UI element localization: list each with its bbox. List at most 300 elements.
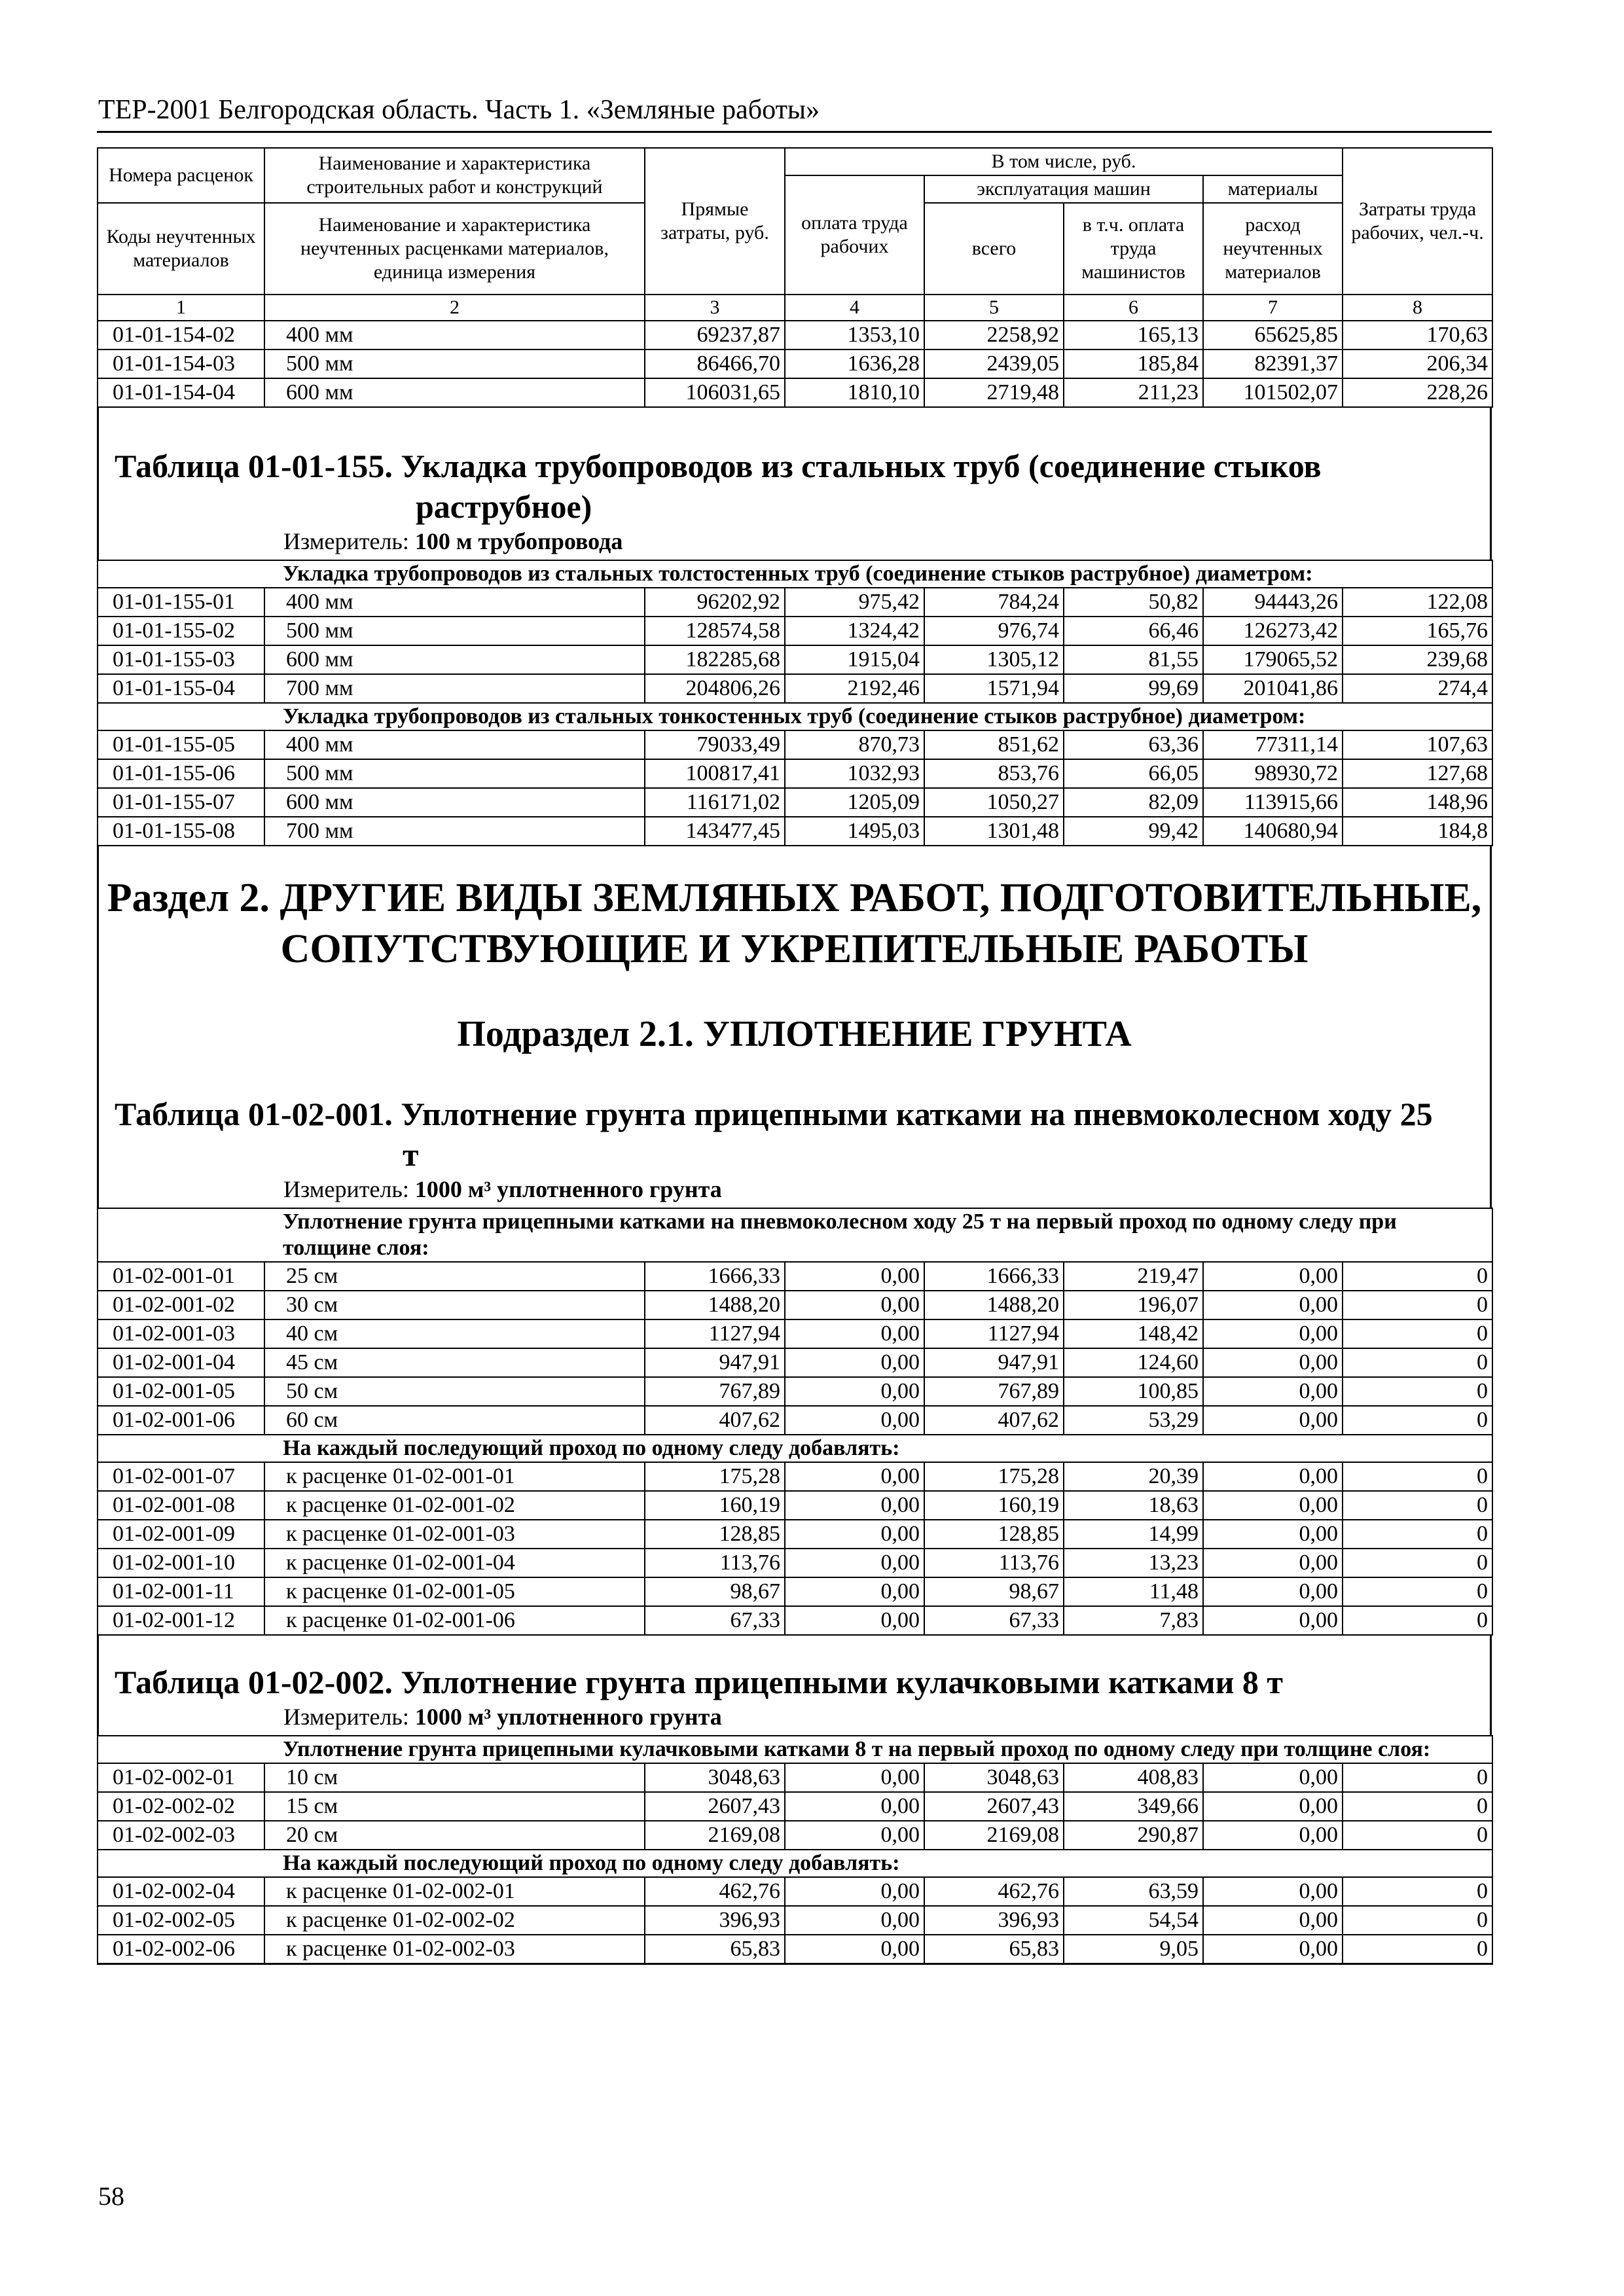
table-202-title: Таблица 01-02-002. Уплотнение грунта прицепными кулачковыми катками 8 т	[115, 1664, 1283, 1700]
header-material-codes: Коды неучтенных материалов	[98, 203, 264, 295]
cell-work-name: к расценке 01-02-002-02	[264, 1906, 645, 1935]
cell-worker-wages: 0,00	[785, 1319, 924, 1348]
cell-worker-wages: 0,00	[785, 1821, 924, 1850]
cell-rate-code: 01-01-155-04	[98, 674, 264, 703]
cell-direct-costs: 100817,41	[645, 759, 785, 788]
table-row	[98, 1606, 1492, 1635]
cell-worker-wages: 1915,04	[785, 645, 924, 674]
cell-operator-wages: 13,23	[1064, 1549, 1203, 1577]
cell-operator-wages: 290,87	[1064, 1821, 1203, 1850]
cell-operator-wages: 99,69	[1064, 674, 1203, 703]
cell-labor-costs: 0	[1343, 1935, 1492, 1964]
table-202-subheading-1: Уплотнение грунта прицепными кулачковыми катками 8 т на первый проход по одному следу при толщине слоя:	[98, 1736, 1492, 1763]
cell-work-name: 600 мм	[264, 645, 645, 674]
table-row	[98, 350, 1492, 378]
cell-work-name: 400 мм	[264, 588, 645, 617]
cell-rate-code: 01-02-001-11	[98, 1577, 264, 1606]
cell-worker-wages: 0,00	[785, 1406, 924, 1435]
cell-machine-total: 2169,08	[924, 1821, 1064, 1850]
column-index-4: 4	[785, 295, 924, 321]
cell-materials: 0,00	[1203, 1291, 1343, 1319]
cell-operator-wages: 408,83	[1064, 1763, 1203, 1792]
table-154-rows	[98, 321, 1492, 407]
cell-work-name: 400 мм	[264, 730, 645, 759]
cell-work-name: к расценке 01-02-001-04	[264, 1549, 645, 1577]
table-row	[98, 1462, 1492, 1491]
cell-work-name: 25 см	[264, 1262, 645, 1291]
cell-rate-code: 01-02-001-02	[98, 1291, 264, 1319]
cell-work-name: 700 мм	[264, 674, 645, 703]
cell-worker-wages: 1324,42	[785, 617, 924, 645]
cell-operator-wages: 219,47	[1064, 1262, 1203, 1291]
cell-direct-costs: 160,19	[645, 1491, 785, 1520]
cell-labor-costs: 0	[1343, 1348, 1492, 1377]
header-machine-operation: эксплуатация машин	[924, 175, 1203, 203]
cell-labor-costs: 0	[1343, 1291, 1492, 1319]
cell-materials: 0,00	[1203, 1377, 1343, 1406]
cell-labor-costs: 0	[1343, 1792, 1492, 1821]
cell-operator-wages: 54,54	[1064, 1906, 1203, 1935]
cell-machine-total: 1488,20	[924, 1291, 1064, 1319]
cell-direct-costs: 2169,08	[645, 1821, 785, 1850]
cell-operator-wages: 50,82	[1064, 588, 1203, 617]
cell-operator-wages: 11,48	[1064, 1577, 1203, 1606]
cell-materials: 0,00	[1203, 1763, 1343, 1792]
table-row	[98, 645, 1492, 674]
cell-materials: 94443,26	[1203, 588, 1343, 617]
cell-labor-costs: 0	[1343, 1906, 1492, 1935]
cell-machine-total: 2258,92	[924, 321, 1064, 350]
cell-machine-total: 1127,94	[924, 1319, 1064, 1348]
cell-work-name: 45 см	[264, 1348, 645, 1377]
cell-worker-wages: 0,00	[785, 1462, 924, 1491]
cell-materials: 0,00	[1203, 1906, 1343, 1935]
cell-work-name: к расценке 01-02-001-05	[264, 1577, 645, 1606]
cell-labor-costs: 0	[1343, 1262, 1492, 1291]
cell-direct-costs: 86466,70	[645, 350, 785, 378]
table-row	[98, 321, 1492, 350]
cell-worker-wages: 1810,10	[785, 378, 924, 407]
cell-labor-costs: 184,8	[1343, 817, 1492, 846]
cell-worker-wages: 1032,93	[785, 759, 924, 788]
cell-rate-code: 01-01-154-03	[98, 350, 264, 378]
cell-labor-costs: 0	[1343, 1377, 1492, 1406]
table-row	[98, 378, 1492, 407]
table-row	[98, 1377, 1492, 1406]
table-row	[98, 1348, 1492, 1377]
cell-machine-total: 853,76	[924, 759, 1064, 788]
cell-worker-wages: 0,00	[785, 1491, 924, 1520]
cell-machine-total: 98,67	[924, 1577, 1064, 1606]
cell-operator-wages: 63,59	[1064, 1877, 1203, 1906]
page-number: 58	[98, 2181, 124, 2211]
cell-operator-wages: 82,09	[1064, 788, 1203, 817]
table-row	[98, 1319, 1492, 1348]
cell-direct-costs: 204806,26	[645, 674, 785, 703]
cell-rate-code: 01-02-002-02	[98, 1792, 264, 1821]
table-202-meter: Измеритель: 1000 м³ уплотненного грунта	[283, 1704, 722, 1730]
cell-direct-costs: 113,76	[645, 1549, 785, 1577]
cell-rate-code: 01-02-001-05	[98, 1377, 264, 1406]
cell-materials: 140680,94	[1203, 817, 1343, 846]
cell-materials: 0,00	[1203, 1520, 1343, 1549]
cell-operator-wages: 66,46	[1064, 617, 1203, 645]
section-frame	[97, 846, 1492, 1208]
table-201-meter: Измеритель: 1000 м³ уплотненного грунта	[283, 1176, 722, 1202]
cell-operator-wages: 7,83	[1064, 1606, 1203, 1635]
cell-rate-code: 01-01-155-08	[98, 817, 264, 846]
cell-rate-code: 01-02-001-09	[98, 1520, 264, 1549]
cell-direct-costs: 947,91	[645, 1348, 785, 1377]
cell-materials: 0,00	[1203, 1348, 1343, 1377]
cell-labor-costs: 0	[1343, 1520, 1492, 1549]
cell-work-name: к расценке 01-02-002-01	[264, 1877, 645, 1906]
cell-materials: 0,00	[1203, 1792, 1343, 1821]
cell-operator-wages: 100,85	[1064, 1377, 1203, 1406]
cell-work-name: к расценке 01-02-001-01	[264, 1462, 645, 1491]
cell-labor-costs: 274,4	[1343, 674, 1492, 703]
cell-work-name: к расценке 01-02-001-03	[264, 1520, 645, 1549]
table-202-subheading-2: На каждый последующий проход по одному следу добавлять:	[98, 1850, 1492, 1877]
cell-materials: 82391,37	[1203, 350, 1343, 378]
cell-worker-wages: 1205,09	[785, 788, 924, 817]
cell-rate-code: 01-01-154-02	[98, 321, 264, 350]
cell-direct-costs: 182285,68	[645, 645, 785, 674]
cell-operator-wages: 349,66	[1064, 1792, 1203, 1821]
column-index-2: 2	[264, 295, 645, 321]
cell-machine-total: 462,76	[924, 1877, 1064, 1906]
column-index-8: 8	[1343, 295, 1492, 321]
table-row	[98, 617, 1492, 645]
cell-labor-costs: 228,26	[1343, 378, 1492, 407]
subsection-title: Подраздел 2.1. УПЛОТНЕНИЕ ГРУНТА	[457, 1014, 1132, 1054]
table-row	[98, 1291, 1492, 1319]
cell-work-name: 700 мм	[264, 817, 645, 846]
table-row	[98, 1906, 1492, 1935]
cell-machine-total: 160,19	[924, 1491, 1064, 1520]
cell-rate-code: 01-02-002-03	[98, 1821, 264, 1850]
cell-labor-costs: 239,68	[1343, 645, 1492, 674]
cell-labor-costs: 127,68	[1343, 759, 1492, 788]
cell-machine-total: 1571,94	[924, 674, 1064, 703]
cell-labor-costs: 0	[1343, 1606, 1492, 1635]
cell-materials: 0,00	[1203, 1577, 1343, 1606]
cell-work-name: 600 мм	[264, 378, 645, 407]
header-material-names: Наименование и характеристика неучтенных расценками материалов, единица измерения	[264, 203, 645, 295]
cell-operator-wages: 53,29	[1064, 1406, 1203, 1435]
cell-rate-code: 01-02-001-10	[98, 1549, 264, 1577]
table-row	[98, 1577, 1492, 1606]
cell-direct-costs: 67,33	[645, 1606, 785, 1635]
column-index-6: 6	[1064, 295, 1203, 321]
cell-rate-code: 01-01-155-06	[98, 759, 264, 788]
cell-work-name: 500 мм	[264, 350, 645, 378]
cell-direct-costs: 407,62	[645, 1406, 785, 1435]
cell-rate-code: 01-02-002-01	[98, 1763, 264, 1792]
column-header-table	[97, 147, 1493, 408]
cell-work-name: к расценке 01-02-002-03	[264, 1935, 645, 1964]
table-row	[98, 1406, 1492, 1435]
table-201	[97, 1208, 1493, 1636]
cell-labor-costs: 165,76	[1343, 617, 1492, 645]
cell-machine-total: 947,91	[924, 1348, 1064, 1377]
cell-worker-wages: 1353,10	[785, 321, 924, 350]
cell-worker-wages: 0,00	[785, 1520, 924, 1549]
header-machine-total: всего	[924, 203, 1064, 295]
table-201-subheading-1: Уплотнение грунта прицепными катками на пневмоколесном ходу 25 т на первый проход по одному следу при толщине слоя:	[98, 1208, 1492, 1262]
table-row	[98, 1935, 1492, 1964]
cell-operator-wages: 14,99	[1064, 1520, 1203, 1549]
cell-rate-code: 01-02-002-04	[98, 1877, 264, 1906]
cell-rate-code: 01-01-155-07	[98, 788, 264, 817]
cell-machine-total: 1666,33	[924, 1262, 1064, 1291]
cell-worker-wages: 0,00	[785, 1763, 924, 1792]
table-row	[98, 1520, 1492, 1549]
header-operator-wages: в т.ч. оплата труда машинистов	[1064, 203, 1203, 295]
cell-worker-wages: 0,00	[785, 1906, 924, 1935]
cell-labor-costs: 0	[1343, 1491, 1492, 1520]
column-index-5: 5	[924, 295, 1064, 321]
cell-direct-costs: 143477,45	[645, 817, 785, 846]
cell-materials: 126273,42	[1203, 617, 1343, 645]
cell-direct-costs: 69237,87	[645, 321, 785, 350]
table-155-title: Таблица 01-01-155. Укладка трубопроводов из стальных труб (соединение стыков раструбное)	[115, 448, 1322, 525]
header-including: В том числе, руб.	[785, 148, 1343, 175]
cell-materials: 201041,86	[1203, 674, 1343, 703]
cell-machine-total: 976,74	[924, 617, 1064, 645]
header-worker-wages: оплата труда рабочих	[785, 175, 924, 295]
cell-machine-total: 1050,27	[924, 788, 1064, 817]
cell-direct-costs: 79033,49	[645, 730, 785, 759]
cell-labor-costs: 148,96	[1343, 788, 1492, 817]
cell-work-name: 500 мм	[264, 617, 645, 645]
cell-labor-costs: 0	[1343, 1462, 1492, 1491]
table-row	[98, 759, 1492, 788]
cell-direct-costs: 65,83	[645, 1935, 785, 1964]
cell-worker-wages: 1636,28	[785, 350, 924, 378]
cell-machine-total: 113,76	[924, 1549, 1064, 1577]
cell-materials: 65625,85	[1203, 321, 1343, 350]
cell-machine-total: 3048,63	[924, 1763, 1064, 1792]
cell-worker-wages: 0,00	[785, 1377, 924, 1406]
table-row	[98, 588, 1492, 617]
cell-rate-code: 01-01-155-01	[98, 588, 264, 617]
cell-direct-costs: 128,85	[645, 1520, 785, 1549]
cell-work-name: 50 см	[264, 1377, 645, 1406]
cell-direct-costs: 116171,02	[645, 788, 785, 817]
cell-rate-code: 01-02-001-07	[98, 1462, 264, 1491]
cell-worker-wages: 1495,03	[785, 817, 924, 846]
cell-rate-code: 01-02-001-01	[98, 1262, 264, 1291]
cell-work-name: 600 мм	[264, 788, 645, 817]
table-row	[98, 1877, 1492, 1906]
cell-machine-total: 1305,12	[924, 645, 1064, 674]
cell-direct-costs: 767,89	[645, 1377, 785, 1406]
cell-worker-wages: 870,73	[785, 730, 924, 759]
document-page	[97, 92, 1492, 1965]
cell-operator-wages: 18,63	[1064, 1491, 1203, 1520]
cell-work-name: 10 см	[264, 1763, 645, 1792]
cell-worker-wages: 0,00	[785, 1291, 924, 1319]
cell-materials: 0,00	[1203, 1821, 1343, 1850]
cell-rate-code: 01-01-155-02	[98, 617, 264, 645]
cell-worker-wages: 975,42	[785, 588, 924, 617]
cell-rate-code: 01-02-002-06	[98, 1935, 264, 1964]
cell-operator-wages: 20,39	[1064, 1462, 1203, 1491]
table-row	[98, 1792, 1492, 1821]
cell-direct-costs: 96202,92	[645, 588, 785, 617]
cell-operator-wages: 148,42	[1064, 1319, 1203, 1348]
cell-machine-total: 407,62	[924, 1406, 1064, 1435]
cell-materials: 113915,66	[1203, 788, 1343, 817]
header-materials: материалы	[1203, 175, 1343, 203]
cell-materials: 0,00	[1203, 1877, 1343, 1906]
table-155-subheading-2: Укладка трубопроводов из стальных тонкостенных труб (соединение стыков раструбное) диаметром:	[98, 703, 1492, 730]
column-index-1: 1	[98, 295, 264, 321]
cell-materials: 0,00	[1203, 1319, 1343, 1348]
running-head: ТЕР-2001 Белгородская область. Часть 1. «Земляные работы»	[97, 92, 1492, 133]
cell-machine-total: 2439,05	[924, 350, 1064, 378]
column-index-3: 3	[645, 295, 785, 321]
cell-materials: 101502,07	[1203, 378, 1343, 407]
cell-worker-wages: 0,00	[785, 1606, 924, 1635]
cell-rate-code: 01-02-001-06	[98, 1406, 264, 1435]
cell-labor-costs: 0	[1343, 1577, 1492, 1606]
table-row	[98, 674, 1492, 703]
table-row	[98, 788, 1492, 817]
cell-work-name: к расценке 01-02-001-02	[264, 1491, 645, 1520]
content-frame	[97, 408, 1492, 560]
cell-operator-wages: 9,05	[1064, 1935, 1203, 1964]
cell-labor-costs: 107,63	[1343, 730, 1492, 759]
cell-work-name: 40 см	[264, 1319, 645, 1348]
cell-operator-wages: 66,05	[1064, 759, 1203, 788]
cell-machine-total: 2607,43	[924, 1792, 1064, 1821]
cell-materials: 0,00	[1203, 1406, 1343, 1435]
header-work-name: Наименование и характеристика строительных работ и конструкций	[264, 148, 645, 203]
cell-materials: 0,00	[1203, 1935, 1343, 1964]
table-row	[98, 1821, 1492, 1850]
cell-operator-wages: 211,23	[1064, 378, 1203, 407]
cell-machine-total: 2719,48	[924, 378, 1064, 407]
table-202-frame	[97, 1636, 1492, 1735]
cell-rate-code: 01-01-155-05	[98, 730, 264, 759]
column-index-row	[98, 295, 1492, 321]
cell-direct-costs: 175,28	[645, 1462, 785, 1491]
cell-materials: 0,00	[1203, 1462, 1343, 1491]
header-direct-costs: Прямые затраты, руб.	[645, 148, 785, 295]
cell-operator-wages: 99,42	[1064, 817, 1203, 846]
cell-worker-wages: 2192,46	[785, 674, 924, 703]
cell-direct-costs: 1127,94	[645, 1319, 785, 1348]
table-202	[97, 1735, 1493, 1965]
cell-rate-code: 01-02-001-04	[98, 1348, 264, 1377]
cell-worker-wages: 0,00	[785, 1262, 924, 1291]
cell-labor-costs: 206,34	[1343, 350, 1492, 378]
cell-machine-total: 67,33	[924, 1606, 1064, 1635]
cell-direct-costs: 1488,20	[645, 1291, 785, 1319]
cell-operator-wages: 165,13	[1064, 321, 1203, 350]
cell-direct-costs: 98,67	[645, 1577, 785, 1606]
cell-work-name: 500 мм	[264, 759, 645, 788]
cell-rate-code: 01-02-002-05	[98, 1906, 264, 1935]
cell-labor-costs: 0	[1343, 1319, 1492, 1348]
cell-rate-code: 01-02-001-03	[98, 1319, 264, 1348]
cell-operator-wages: 81,55	[1064, 645, 1203, 674]
table-201-subheading-2: На каждый последующий проход по одному следу добавлять:	[98, 1435, 1492, 1462]
header-material-consumption: расход неучтенных материалов	[1203, 203, 1343, 295]
table-155-meter: Измеритель: 100 м трубопровода	[283, 528, 623, 554]
cell-labor-costs: 0	[1343, 1549, 1492, 1577]
cell-operator-wages: 124,60	[1064, 1348, 1203, 1377]
cell-work-name: 20 см	[264, 1821, 645, 1850]
cell-direct-costs: 462,76	[645, 1877, 785, 1906]
cell-labor-costs: 0	[1343, 1406, 1492, 1435]
cell-rate-code: 01-01-154-04	[98, 378, 264, 407]
table-row	[98, 1262, 1492, 1291]
cell-labor-costs: 0	[1343, 1821, 1492, 1850]
table-row	[98, 1763, 1492, 1792]
table-row	[98, 1549, 1492, 1577]
cell-labor-costs: 0	[1343, 1877, 1492, 1906]
cell-rate-code: 01-01-155-03	[98, 645, 264, 674]
cell-worker-wages: 0,00	[785, 1792, 924, 1821]
cell-direct-costs: 128574,58	[645, 617, 785, 645]
cell-direct-costs: 396,93	[645, 1906, 785, 1935]
cell-materials: 0,00	[1203, 1262, 1343, 1291]
cell-worker-wages: 0,00	[785, 1877, 924, 1906]
cell-labor-costs: 122,08	[1343, 588, 1492, 617]
cell-materials: 77311,14	[1203, 730, 1343, 759]
cell-operator-wages: 185,84	[1064, 350, 1203, 378]
table-155	[97, 560, 1493, 846]
cell-rate-code: 01-02-001-08	[98, 1491, 264, 1520]
cell-operator-wages: 196,07	[1064, 1291, 1203, 1319]
cell-materials: 0,00	[1203, 1549, 1343, 1577]
cell-direct-costs: 1666,33	[645, 1262, 785, 1291]
cell-materials: 98930,72	[1203, 759, 1343, 788]
cell-machine-total: 175,28	[924, 1462, 1064, 1491]
column-index-7: 7	[1203, 295, 1343, 321]
cell-operator-wages: 63,36	[1064, 730, 1203, 759]
cell-machine-total: 784,24	[924, 588, 1064, 617]
cell-machine-total: 767,89	[924, 1377, 1064, 1406]
cell-work-name: 15 см	[264, 1792, 645, 1821]
cell-machine-total: 128,85	[924, 1520, 1064, 1549]
cell-work-name: 60 см	[264, 1406, 645, 1435]
column-index-row	[98, 295, 1492, 321]
cell-rate-code: 01-02-001-12	[98, 1606, 264, 1635]
cell-materials: 179065,52	[1203, 645, 1343, 674]
cell-machine-total: 851,62	[924, 730, 1064, 759]
table-row	[98, 1491, 1492, 1520]
cell-machine-total: 65,83	[924, 1935, 1064, 1964]
cell-materials: 0,00	[1203, 1606, 1343, 1635]
cell-labor-costs: 0	[1343, 1763, 1492, 1792]
cell-work-name: к расценке 01-02-001-06	[264, 1606, 645, 1635]
cell-materials: 0,00	[1203, 1491, 1343, 1520]
section-title: Раздел 2. ДРУГИЕ ВИДЫ ЗЕМЛЯНЫХ РАБОТ, ПОДГОТОВИТЕЛЬНЫЕ, СОПУТСТВУЮЩИЕ И УКРЕПИТЕЛЬНЫЕ РАБОТЫ	[107, 876, 1482, 971]
cell-worker-wages: 0,00	[785, 1577, 924, 1606]
cell-direct-costs: 106031,65	[645, 378, 785, 407]
header-labor-costs: Затраты труда рабочих, чел.-ч.	[1343, 148, 1492, 295]
cell-worker-wages: 0,00	[785, 1348, 924, 1377]
header-rate-number: Номера расценок	[98, 148, 264, 203]
cell-worker-wages: 0,00	[785, 1549, 924, 1577]
cell-machine-total: 396,93	[924, 1906, 1064, 1935]
cell-work-name: 400 мм	[264, 321, 645, 350]
cell-work-name: 30 см	[264, 1291, 645, 1319]
